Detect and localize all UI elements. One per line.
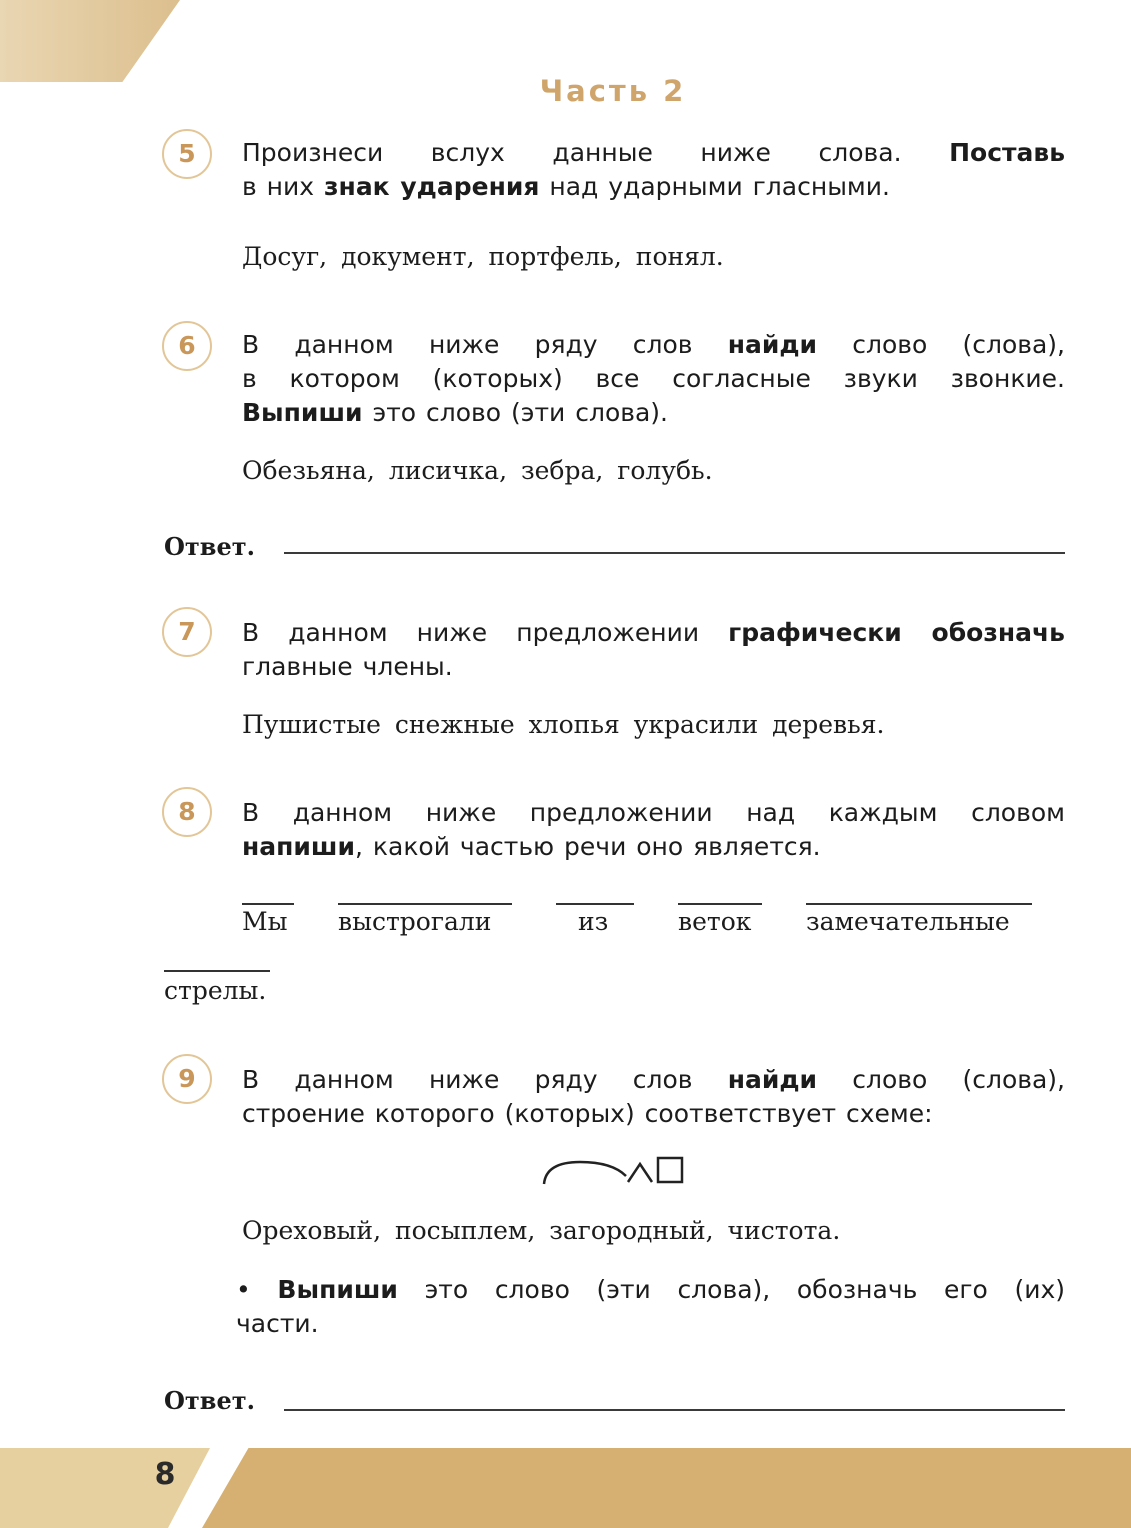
- text: слово (слова),: [817, 330, 1065, 359]
- instruction-line: [242, 362, 1065, 396]
- pos-answer-line[interactable]: [806, 903, 1032, 905]
- bold-text: знак ударения: [324, 172, 540, 201]
- text: Произнеси вслух данные ниже слова.: [242, 138, 950, 167]
- ending-box-icon: [658, 1158, 682, 1182]
- bold-text: напиши: [242, 832, 356, 861]
- instruction-line: [242, 396, 1065, 430]
- bold-text: Выпиши: [277, 1275, 398, 1304]
- sentence-word: стрелы.: [164, 976, 267, 1005]
- text: над ударными гласными.: [539, 172, 890, 201]
- word-scheme: [540, 1150, 690, 1190]
- text: В данном ниже предложении над каждым словом: [242, 798, 1065, 827]
- text: строение которого (которых) соответствует схеме:: [242, 1099, 933, 1128]
- sentence-word: веток: [678, 907, 752, 936]
- text: , какой частью речи оно является.: [355, 832, 821, 861]
- task-6-instruction: [242, 328, 1065, 430]
- task-9-subinstruction: [236, 1273, 1065, 1341]
- instruction-line: [242, 830, 1065, 864]
- suffix-caret-icon: [628, 1164, 652, 1182]
- task-5-words: Досуг, документ, портфель, понял.: [242, 242, 724, 271]
- text: части.: [236, 1309, 319, 1338]
- instruction-line: [242, 170, 1065, 204]
- sentence-word: замечательные: [806, 907, 1010, 936]
- task-7-instruction: [242, 616, 1065, 684]
- text: это слово (эти слова).: [362, 398, 669, 427]
- instruction-line: [242, 650, 1065, 684]
- pos-answer-line[interactable]: [338, 903, 512, 905]
- text: в котором (которых) все согласные звуки звонкие.: [242, 364, 1065, 393]
- instruction-line: [242, 1063, 1065, 1097]
- task-7-sentence: Пушистые снежные хлопья украсили деревья.: [242, 710, 885, 739]
- bold-text: найди: [727, 330, 818, 359]
- task-8-instruction: [242, 796, 1065, 864]
- pos-answer-line[interactable]: [164, 970, 270, 972]
- text: слово (слова),: [817, 1065, 1065, 1094]
- text: В данном ниже ряду слов: [242, 330, 728, 359]
- bold-text: найди: [727, 1065, 818, 1094]
- page-number: 8: [154, 1457, 176, 1492]
- task-9-words: Ореховый, посыплем, загородный, чистота.: [242, 1216, 841, 1245]
- instruction-line: [242, 136, 1065, 170]
- task-number-7: 7: [162, 607, 212, 657]
- instruction-line: [242, 328, 1065, 362]
- task-number-6: 6: [162, 321, 212, 371]
- task-9-answer-label: Ответ.: [164, 1386, 255, 1415]
- corner-decoration: [0, 0, 180, 82]
- instruction-line: [242, 616, 1065, 650]
- bold-text: Выпиши: [242, 398, 363, 427]
- text: •: [236, 1275, 278, 1304]
- text: В данном ниже ряду слов: [242, 1065, 728, 1094]
- root-arc-icon: [544, 1162, 626, 1184]
- task-6-answer-line[interactable]: [284, 552, 1065, 554]
- task-9-answer-line[interactable]: [284, 1409, 1065, 1411]
- instruction-line: [242, 1097, 1065, 1131]
- task-6-answer-label: Ответ.: [164, 532, 255, 561]
- task-number-9: 9: [162, 1054, 212, 1104]
- task-6-words: Обезьяна, лисичка, зебра, голубь.: [242, 456, 713, 485]
- text: это слово (эти слова), обозначь его (их): [397, 1275, 1065, 1304]
- task-5-instruction: [242, 136, 1065, 204]
- text: в них: [242, 172, 325, 201]
- part-title: Часть 2: [539, 74, 687, 108]
- pos-answer-line[interactable]: [678, 903, 762, 905]
- pos-answer-line[interactable]: [556, 903, 634, 905]
- instruction-line: [242, 796, 1065, 830]
- task-number-8: 8: [162, 787, 212, 837]
- instruction-line: [236, 1307, 1065, 1341]
- pos-answer-line[interactable]: [242, 903, 294, 905]
- sentence-word: из: [578, 907, 609, 936]
- instruction-line: [236, 1273, 1065, 1307]
- sentence-word: Мы: [242, 907, 288, 936]
- task-number-5: 5: [162, 129, 212, 179]
- task-9-instruction: [242, 1063, 1065, 1131]
- text: В данном ниже предложении: [242, 618, 729, 647]
- footer-band-right: [202, 1448, 1131, 1528]
- text: главные члены.: [242, 652, 453, 681]
- sentence-word: выстрогали: [338, 907, 492, 936]
- bold-text: Поставь: [949, 138, 1065, 167]
- bold-text: графически обозначь: [728, 618, 1065, 647]
